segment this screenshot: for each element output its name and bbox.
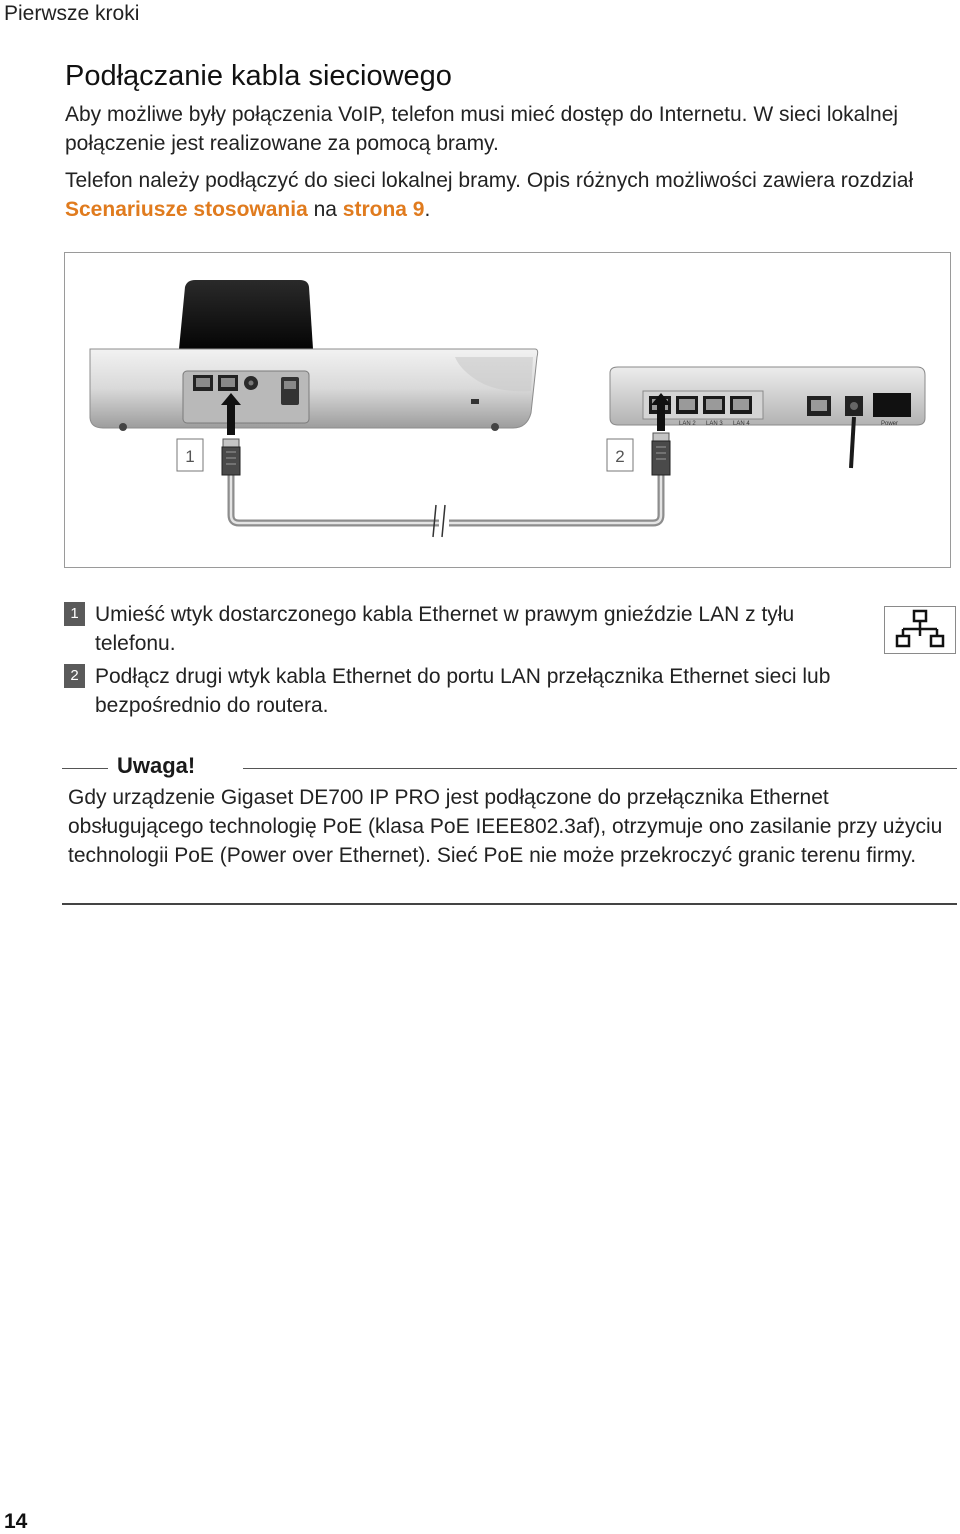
callout-1-label: 1 <box>185 447 195 466</box>
step-text: Umieść wtyk dostarczonego kabla Ethernet w prawym gnieździe LAN z tyłu telefonu. <box>95 603 795 655</box>
network-icon-box <box>884 606 956 654</box>
callout-2-label: 2 <box>615 447 625 466</box>
callout-1 <box>177 439 203 471</box>
step-list <box>64 600 864 724</box>
step-number: 2 <box>64 664 85 688</box>
router-power-switch <box>873 393 911 417</box>
step-item <box>64 600 864 658</box>
note-rule-left <box>62 768 108 769</box>
network-icon <box>885 607 955 653</box>
callout-2 <box>607 439 633 471</box>
note-body: Gdy urządzenie Gigaset DE700 IP PRO jest podłączone do przełącznika Ethernet obsługującego technologię PoE (klasa PoE IEEE802.3af), otrzymuje ono zasilanie przy użyciu technologii PoE (Power over Ethernet). Sieć PoE nie może przekroczyć granic terenu firmy. <box>68 786 943 867</box>
ethernet-cable <box>231 475 661 537</box>
note-rule-bottom <box>62 903 957 905</box>
phone-base <box>90 349 538 431</box>
running-header: Pierwsze kroki <box>4 2 140 25</box>
page-number: 14 <box>4 1510 28 1533</box>
intro-p2-pre: Telefon należy podłączyć do sieci lokalnej bramy. Opis różnych możliwości zawiera rozdział <box>65 169 914 192</box>
intro-p2-post: . <box>424 198 431 221</box>
intro-paragraph-2 <box>65 166 945 224</box>
intro-paragraph-1: Aby możliwe były połączenia VoIP, telefon musi mieć dostęp do Internetu. W sieci lokalnej połączenie jest realizowane za pomocą bramy. <box>65 103 899 155</box>
router-lan-port-2 <box>676 396 698 414</box>
connection-illustration <box>64 252 951 568</box>
router-port-label-lan4: LAN 4 <box>733 421 750 427</box>
step-item <box>64 662 864 720</box>
note-rule-right <box>243 768 957 769</box>
link-scenarios[interactable]: Scenariusze stosowania <box>65 198 308 221</box>
router-port-label-lan2: LAN 2 <box>679 421 696 427</box>
note-title: Uwaga! <box>117 753 196 778</box>
router-power-label: Power <box>881 421 899 427</box>
connection-diagram <box>65 253 952 569</box>
router-lan-port-4 <box>730 396 752 414</box>
phone-display <box>179 280 313 349</box>
intro-p2-mid: na <box>307 198 343 221</box>
step-text: Podłącz drugi wtyk kabla Ethernet do portu LAN przełącznika Ethernet sieci lub bezpośrednio do routera. <box>95 665 831 717</box>
router-lan-port-3 <box>703 396 725 414</box>
section-title: Podłączanie kabla sieciowego <box>65 60 452 92</box>
phone-lan-port-2 <box>218 375 238 391</box>
phone-lan-port-1 <box>193 375 213 391</box>
router-port-label-lan3: LAN 3 <box>706 421 723 427</box>
link-page-9[interactable]: strona 9 <box>342 198 425 221</box>
step-number: 1 <box>64 602 85 626</box>
intro-text <box>65 100 945 224</box>
